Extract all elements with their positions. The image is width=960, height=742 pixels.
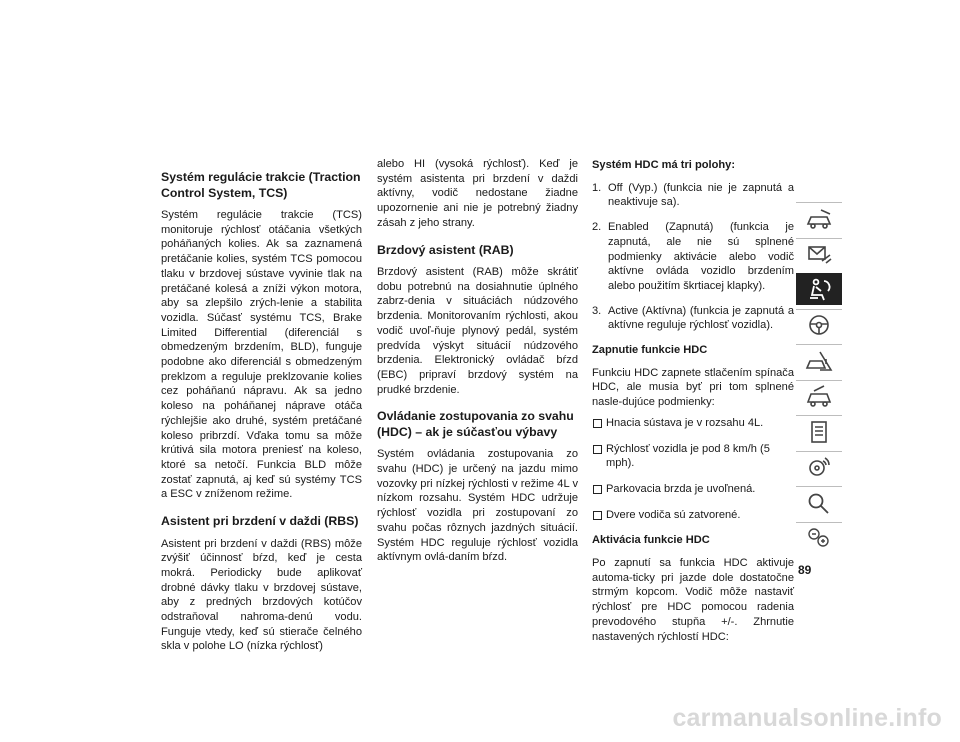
heading-brake-assist: Brzdový asistent (RAB) bbox=[377, 242, 514, 257]
multimedia-icon bbox=[804, 454, 834, 480]
paragraph-rain-brake-support: Asistent pri brzdení v daždi (RBS) môže zvýšiť účinnosť bŕzd, keď je cesta mokrá. Periodicky bude aplikovať drobné dávky tlaku v brzdovej sústave, aby z predných brzdových kotúčov odstraňoval nahroma-denú vodu. Funguje vtedy, keď sú stierače čelného skla v polohe LO (nízka rýchlosť) bbox=[161, 537, 362, 653]
chapter-tab-keys[interactable] bbox=[796, 238, 842, 270]
airbag-seat-icon bbox=[804, 277, 834, 303]
chapter-tab-index[interactable] bbox=[796, 486, 842, 518]
heading-traction-control: Systém regulácie trakcie (Traction Control System, TCS) bbox=[161, 170, 361, 200]
magnifier-icon bbox=[804, 490, 834, 516]
paragraph-brake-assist: Brzdový asistent (RAB) môže skrátiť dobu potrebnú na dosiahnutie úplného zabrz-denia v situáciách núdzového brzdenia. Monitorovaním rýchlosti, akou vodič uvoľ-ňuje plynový pedál, systém predvída výskyt situácií núdzového brzdenia. Elektronický ovládač bŕzd (EBC) pripraví brzdový systém na prudké brzdenie. bbox=[377, 266, 578, 396]
chapter-tab-safety[interactable] bbox=[796, 273, 842, 305]
column-middle bbox=[377, 157, 578, 573]
car-dashboard-icon bbox=[804, 206, 834, 232]
heading-hdc-activation: Aktivácia funkcie HDC bbox=[592, 534, 710, 547]
checkbox-bullet-icon bbox=[593, 485, 602, 494]
chapter-tabs bbox=[796, 202, 842, 557]
checkbox-bullet-icon bbox=[593, 511, 602, 520]
paragraph-rbs-continued: alebo HI (vysoká rýchlosť). Keď je systém asistenta pri brzdení v daždi aktívny, vodič nedostane žiadne upozornenie ani nie je potrebný žiadny zásah z jeho strany. bbox=[377, 158, 578, 229]
checkbox-bullet-icon bbox=[593, 419, 602, 428]
list-item: Parkovacia brzda je uvoľnená. bbox=[592, 482, 794, 497]
heading-hdc-modes: Systém HDC má tri polohy: bbox=[592, 159, 736, 171]
chapter-tab-languages[interactable] bbox=[796, 522, 842, 554]
steering-wheel-icon bbox=[804, 312, 834, 338]
page-number: 89 bbox=[798, 563, 812, 577]
heading-hdc-enable: Zapnutie funkcie HDC bbox=[592, 344, 708, 357]
heading-rain-brake-support: Asistent pri brzdení v daždi (RBS) bbox=[161, 514, 359, 529]
key-envelope-icon bbox=[804, 241, 834, 267]
list-item: 2. Enabled (Zapnutá) (funkcia je zapnutá, ale nie sú splnené podmienky aktivácie alebo vodič aktívne ovláda vozidlo brzdením alebo použitím škrtiacej klapky). bbox=[592, 221, 794, 292]
chapter-tab-dashboard[interactable] bbox=[796, 202, 842, 234]
checkbox-bullet-icon bbox=[593, 445, 602, 454]
list-item: Hnacia sústava je v rozsahu 4L. bbox=[592, 416, 794, 431]
list-item: 1. Off (Vyp.) (funkcia nie je zapnutá a neaktivuje sa). bbox=[592, 181, 794, 209]
chapter-tab-emergency[interactable] bbox=[796, 344, 842, 376]
chapter-tab-service[interactable] bbox=[796, 380, 842, 412]
list-item: 3. Active (Aktívna) (funkcia je zapnutá a aktívne reguluje rýchlosť vozidla). bbox=[592, 304, 794, 332]
car-service-icon bbox=[804, 383, 834, 409]
chapter-tab-multimedia[interactable] bbox=[796, 451, 842, 483]
car-warning-icon bbox=[804, 348, 834, 374]
column-right bbox=[592, 158, 794, 652]
list-item: Dvere vodiča sú zatvorené. bbox=[592, 508, 794, 523]
hdc-conditions-list bbox=[592, 416, 794, 523]
watermark: carmanualsonline.info bbox=[672, 704, 942, 732]
languages-icon bbox=[804, 525, 834, 551]
list-item: Rýchlosť vozidla je pod 8 km/h (5 mph). bbox=[592, 442, 794, 471]
paragraph-hdc-activation: Po zapnutí sa funkcia HDC aktivuje automa-ticky pri jazde dole dostatočne strmým kopcom. Vodič môže nastaviť rýchlosť pre HDC pomocou radenia prevodového stupňa +/-. Zhrnutie nastavených rýchlostí HDC: bbox=[592, 557, 794, 643]
chapter-tab-specifications[interactable] bbox=[796, 415, 842, 447]
heading-hill-descent-control: Ovládanie zostupovania zo svahu (HDC) – ak je súčasťou výbavy bbox=[377, 409, 574, 439]
paragraph-hdc-enable: Funkciu HDC zapnete stlačením spínača HDC, ale musia byť pri tom splnené nasle-dujúce podmienky: bbox=[592, 366, 794, 409]
hdc-modes-list bbox=[592, 181, 794, 333]
column-left bbox=[161, 170, 362, 662]
paragraph-traction-control: Systém regulácie trakcie (TCS) monitoruje rýchlosť otáčania všetkých poháňaných kolies. Ak sa zaznamená pretáčanie kolies, systém TCS pomocou tlaku v brzdovej sústave vyvinie tlak na pretáčané kolesá a zníži výkon motora, aby sa zlepšilo zrých-lenie a stabilita vozidla. Súčasť systému TCS, Brake Limited Differential (diferenciál s obmedzeným brzdením, BLD), funguje podobne ako diferenciál s obmedzeným preklzom a reguluje preklzovanie kolies cez poháňanú nápravu. Ak sa jedno koleso na poháňanej náprave otáča rýchlejšie ako druhé, systém pretáčané koleso pribrzdí. Vďaka tomu sa môže krútivá sila motora preniesť na koleso, ktoré sa netočí. Funkcia BLD môže zostať zapnutá, aj keď sú systémy TCS a ESC v zníženom režime. bbox=[161, 209, 362, 501]
paragraph-hill-descent-control: Systém ovládania zostupovania zo svahu (HDC) je určený na jazdu mimo vozovky pri nízkej rýchlosti v režime 4L v nízkom rozsahu. Systém HDC udržuje rýchlosť vozidla pri zostupovaní zo svahu počas rôznych jazdných situácií. Systém HDC reguluje rýchlosť vozidla aktívnym ovlá-daním bŕzd. bbox=[377, 448, 578, 564]
chapter-tab-driving[interactable] bbox=[796, 309, 842, 341]
checklist-icon bbox=[804, 419, 834, 445]
